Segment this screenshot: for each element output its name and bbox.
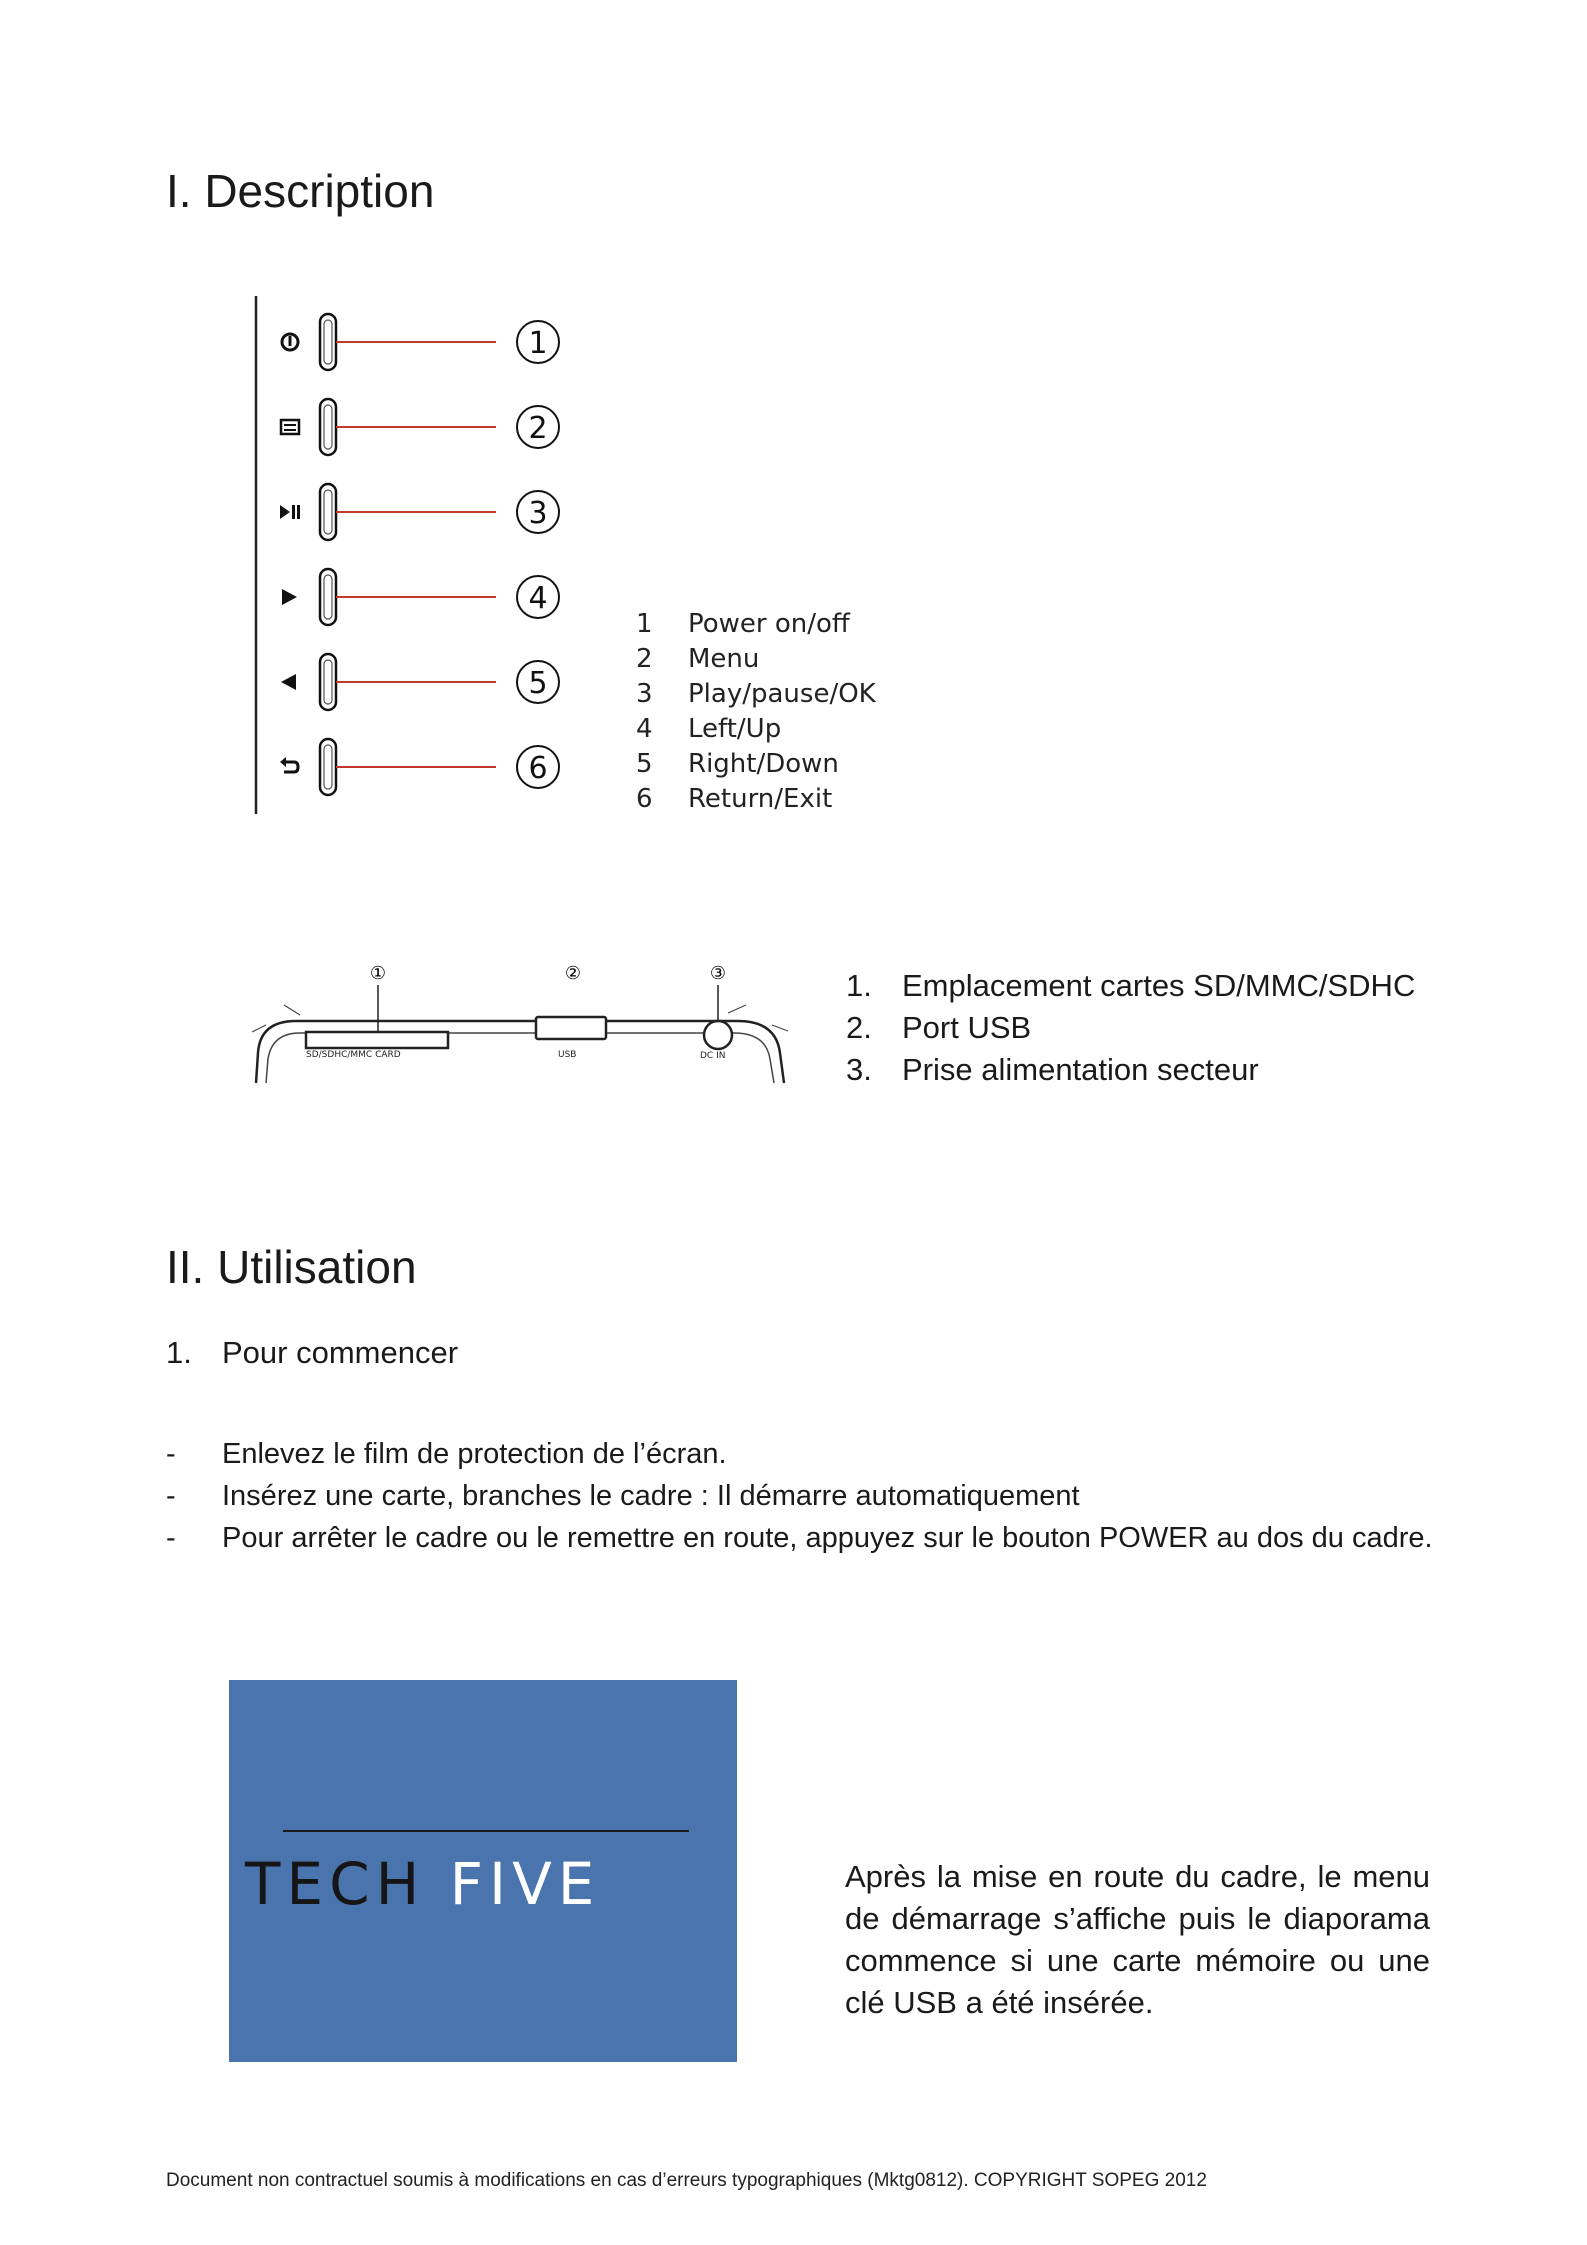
side-button bbox=[320, 399, 336, 455]
port-item-2: 2. Port USB bbox=[846, 1010, 1032, 1045]
legend-row-5: 5 Right/Down bbox=[636, 749, 839, 779]
section-title-utilisation: II. Utilisation bbox=[166, 1241, 417, 1293]
usb-label: USB bbox=[558, 1050, 577, 1060]
section-title-description: I. Description bbox=[166, 165, 435, 217]
button-row-4 bbox=[282, 569, 559, 625]
callout-number: 4 bbox=[528, 581, 548, 616]
menu-icon bbox=[281, 420, 299, 434]
legend-row-4: 4 Left/Up bbox=[636, 714, 782, 744]
legend-row-6: 6 Return/Exit bbox=[636, 784, 833, 814]
return-icon bbox=[280, 757, 298, 772]
button-row-2 bbox=[281, 399, 559, 455]
legend-row-1: 1 Power on/off bbox=[636, 609, 850, 639]
dc-in-port bbox=[704, 1021, 732, 1049]
port-marker-2: ② bbox=[564, 963, 582, 984]
startup-paragraph: Après la mise en route du cadre, le menu de démarrage s’affiche puis le diaporama commence si une carte mémoire ou une clé USB a été insérée. bbox=[845, 1859, 1430, 2020]
ports-diagram bbox=[248, 955, 793, 1095]
play-pause-icon bbox=[280, 505, 300, 519]
side-button bbox=[320, 484, 336, 540]
callout-number: 1 bbox=[528, 326, 548, 361]
subsection-title: Pour commencer bbox=[222, 1335, 459, 1370]
footer-copyright: Document non contractuel soumis à modifications en cas d’erreurs typographiques (Mktg0812). COPYRIGHT SOPEG 2012 bbox=[166, 2170, 1207, 2191]
callout-number: 2 bbox=[528, 411, 548, 446]
callout-number: 3 bbox=[528, 496, 548, 531]
callout-number: 5 bbox=[528, 666, 548, 701]
side-button bbox=[320, 739, 336, 795]
logo-wordmark: TECH FIVE bbox=[245, 1850, 601, 1918]
subsection-number: 1. bbox=[166, 1335, 192, 1370]
port-marker-1: ① bbox=[369, 963, 387, 984]
subsection-heading bbox=[166, 1335, 458, 1371]
right-triangle-icon bbox=[282, 589, 297, 605]
tech-five-logo bbox=[229, 1680, 737, 2062]
dc-in-label: DC IN bbox=[700, 1051, 726, 1061]
button-row-6 bbox=[280, 739, 559, 795]
sd-card-label: SD/SDHC/MMC CARD bbox=[306, 1050, 401, 1060]
port-item-1: 1. Emplacement cartes SD/MMC/SDHC bbox=[846, 968, 1416, 1003]
button-row-3 bbox=[280, 484, 559, 540]
legend-row-2: 2 Menu bbox=[636, 644, 760, 674]
button-diagram bbox=[240, 290, 580, 820]
power-icon bbox=[282, 334, 298, 350]
sd-card-slot bbox=[306, 1032, 448, 1048]
legend-row-3: 3 Play/pause/OK bbox=[636, 679, 876, 709]
side-button bbox=[320, 654, 336, 710]
port-item-3: 3. Prise alimentation secteur bbox=[846, 1052, 1259, 1087]
side-button bbox=[320, 569, 336, 625]
port-marker-3: ③ bbox=[709, 963, 727, 984]
button-row-1 bbox=[282, 314, 559, 370]
callout-number: 6 bbox=[528, 751, 548, 786]
usb-port bbox=[536, 1017, 606, 1039]
left-triangle-icon bbox=[281, 674, 296, 690]
logo-rule bbox=[283, 1830, 689, 1832]
button-row-5 bbox=[281, 654, 559, 710]
side-button bbox=[320, 314, 336, 370]
